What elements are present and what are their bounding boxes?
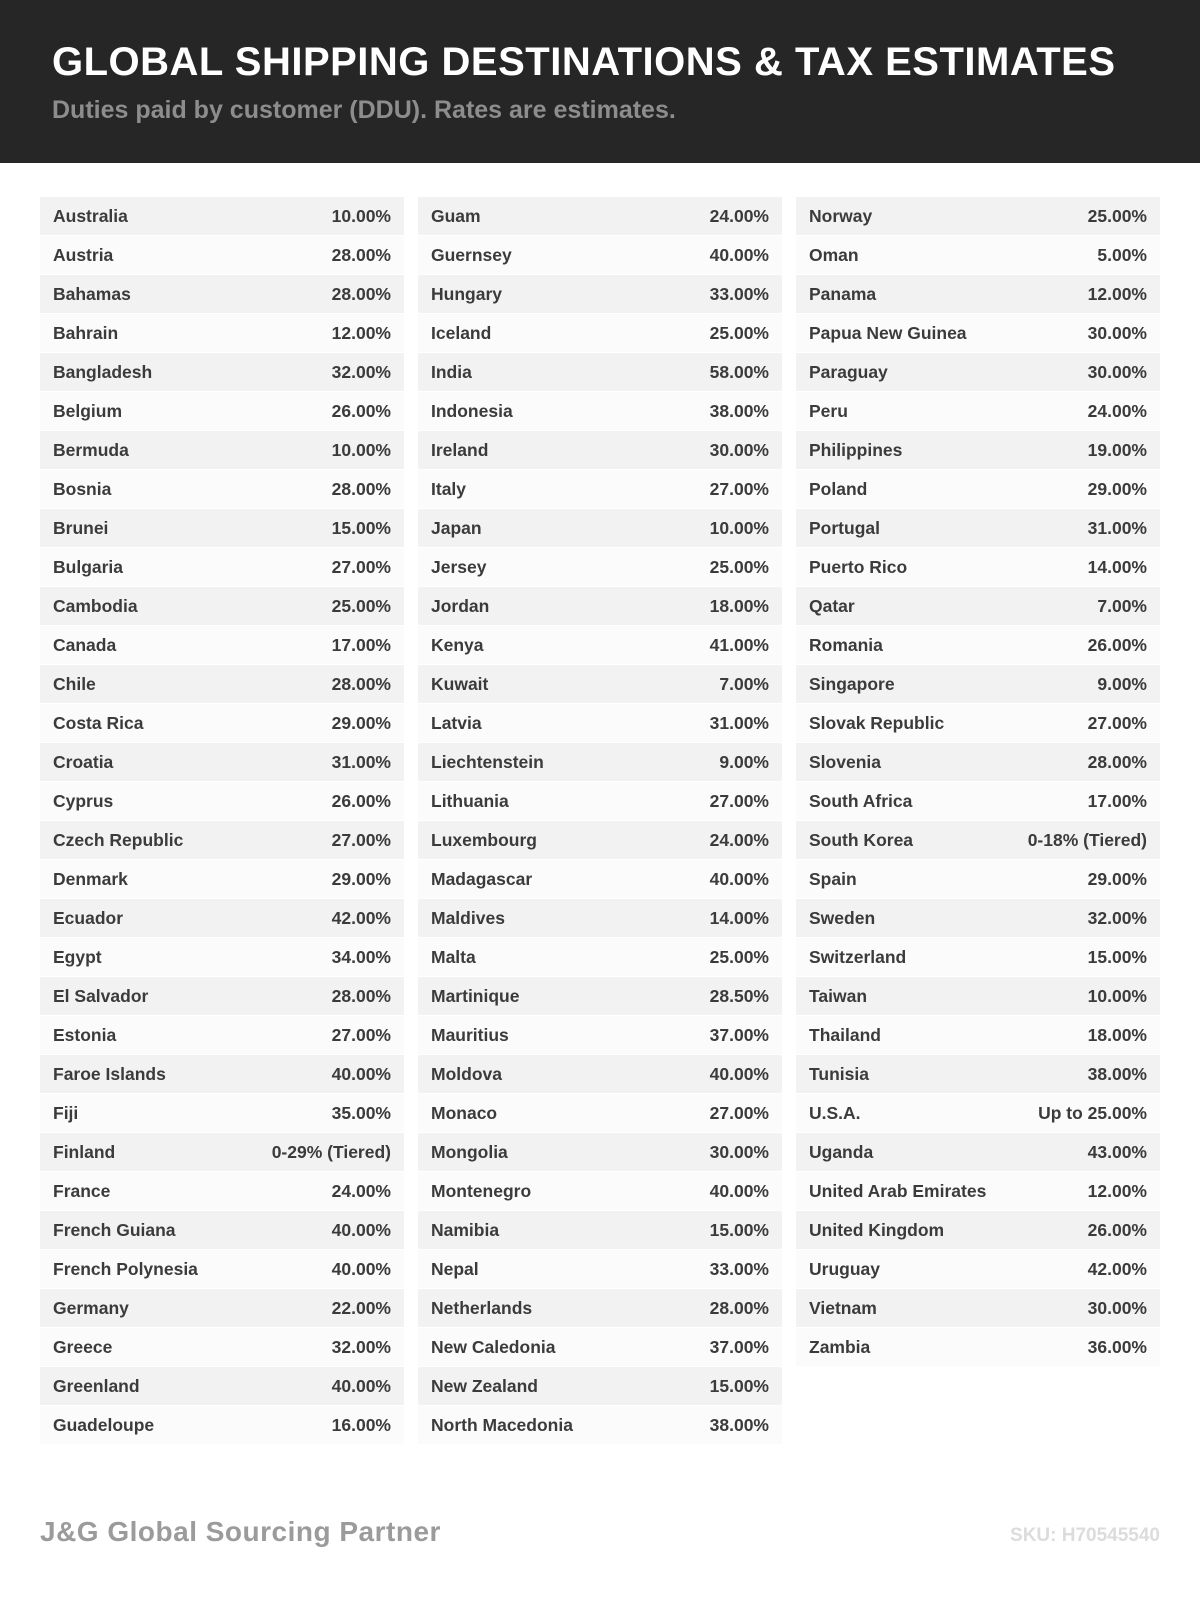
tax-rate: 18.00% xyxy=(709,595,769,616)
tax-rate: 26.00% xyxy=(331,790,391,811)
table-row xyxy=(796,1055,1160,1094)
table-row xyxy=(796,743,1160,782)
tax-rate: 10.00% xyxy=(331,439,391,460)
table-row xyxy=(796,314,1160,353)
table-row xyxy=(418,899,782,938)
country-name: South Africa xyxy=(809,790,913,811)
tax-rate: 29.00% xyxy=(331,712,391,733)
table-row xyxy=(796,821,1160,860)
country-name: Bangladesh xyxy=(53,361,153,382)
country-name: Liechtenstein xyxy=(431,751,544,772)
table-row xyxy=(796,1211,1160,1250)
tax-rate: 18.00% xyxy=(1087,1024,1147,1045)
tax-rate: 42.00% xyxy=(331,907,391,928)
table-row xyxy=(796,938,1160,977)
country-name: Nepal xyxy=(431,1258,479,1279)
table-row xyxy=(418,938,782,977)
table-row xyxy=(40,977,404,1016)
page-subtitle: Duties paid by customer (DDU). Rates are estimates. xyxy=(52,96,676,124)
table-row xyxy=(418,860,782,899)
country-name: Netherlands xyxy=(431,1297,533,1318)
country-name: Montenegro xyxy=(431,1180,532,1201)
country-name: Sweden xyxy=(809,907,876,928)
tax-rate: 40.00% xyxy=(331,1063,391,1084)
country-name: Qatar xyxy=(809,595,855,616)
table-row xyxy=(796,1094,1160,1133)
tax-rate: 10.00% xyxy=(331,205,391,226)
tax-rate: 30.00% xyxy=(1087,361,1147,382)
tax-rate: 27.00% xyxy=(709,790,769,811)
country-name: Philippines xyxy=(809,439,903,460)
country-name: India xyxy=(431,361,472,382)
country-name: Hungary xyxy=(431,283,502,304)
tax-rate: 28.00% xyxy=(331,673,391,694)
table-row xyxy=(418,1055,782,1094)
table-row xyxy=(40,626,404,665)
country-name: Romania xyxy=(809,634,883,655)
country-name: Zambia xyxy=(809,1336,871,1357)
tax-rate: 38.00% xyxy=(1087,1063,1147,1084)
table-row xyxy=(796,1289,1160,1328)
table-row xyxy=(40,236,404,275)
tax-rate: 31.00% xyxy=(1087,517,1147,538)
country-name: Vietnam xyxy=(809,1297,877,1318)
country-name: Tunisia xyxy=(809,1063,869,1084)
country-name: Uganda xyxy=(809,1141,874,1162)
country-name: Guernsey xyxy=(431,244,512,265)
country-name: Bulgaria xyxy=(53,556,124,577)
country-name: Denmark xyxy=(53,868,128,889)
country-name: South Korea xyxy=(809,829,914,850)
tax-rate: 12.00% xyxy=(331,322,391,343)
table-row xyxy=(418,1211,782,1250)
country-name: Spain xyxy=(809,868,857,889)
country-name: Paraguay xyxy=(809,361,888,382)
tax-rate: 37.00% xyxy=(709,1024,769,1045)
table-row xyxy=(796,899,1160,938)
table-row xyxy=(40,353,404,392)
table-row xyxy=(418,1094,782,1133)
tax-rate: 5.00% xyxy=(1097,244,1147,265)
table-row xyxy=(40,743,404,782)
country-name: Martinique xyxy=(431,985,520,1006)
table-row xyxy=(796,1250,1160,1289)
table-row xyxy=(418,314,782,353)
tax-rate: 25.00% xyxy=(709,556,769,577)
tax-rate: 24.00% xyxy=(709,205,769,226)
tax-rate: 37.00% xyxy=(709,1336,769,1357)
page-footer xyxy=(40,1516,1160,1548)
table-row xyxy=(796,470,1160,509)
rate-column xyxy=(418,197,782,1445)
table-row xyxy=(418,275,782,314)
country-name: Papua New Guinea xyxy=(809,322,967,343)
tax-rate: 43.00% xyxy=(1087,1141,1147,1162)
table-row xyxy=(418,665,782,704)
country-name: New Caledonia xyxy=(431,1336,556,1357)
country-name: Oman xyxy=(809,244,859,265)
table-row xyxy=(418,392,782,431)
table-row xyxy=(796,275,1160,314)
table-row xyxy=(796,1016,1160,1055)
country-name: Japan xyxy=(431,517,482,538)
table-row xyxy=(40,1211,404,1250)
country-name: Moldova xyxy=(431,1063,502,1084)
tax-rate: 24.00% xyxy=(709,829,769,850)
country-name: Greece xyxy=(53,1336,113,1357)
table-row xyxy=(40,782,404,821)
table-row xyxy=(40,1172,404,1211)
country-name: Namibia xyxy=(431,1219,500,1240)
table-row xyxy=(40,548,404,587)
table-row xyxy=(796,197,1160,236)
country-name: El Salvador xyxy=(53,985,149,1006)
table-row xyxy=(418,704,782,743)
table-row xyxy=(796,665,1160,704)
tax-rate: 41.00% xyxy=(709,634,769,655)
tax-rate: 27.00% xyxy=(331,556,391,577)
country-name: U.S.A. xyxy=(809,1102,861,1123)
table-row xyxy=(40,821,404,860)
table-row xyxy=(418,587,782,626)
country-name: French Polynesia xyxy=(53,1258,198,1279)
table-row xyxy=(40,938,404,977)
table-row xyxy=(796,1133,1160,1172)
country-name: Finland xyxy=(53,1141,116,1162)
tax-rate: Up to 25.00% xyxy=(1038,1102,1147,1123)
country-name: Croatia xyxy=(53,751,114,772)
country-name: Maldives xyxy=(431,907,505,928)
table-row xyxy=(40,197,404,236)
country-name: Guadeloupe xyxy=(53,1414,155,1435)
country-name: Jordan xyxy=(431,595,490,616)
country-name: Slovenia xyxy=(809,751,881,772)
country-name: Mauritius xyxy=(431,1024,509,1045)
country-name: Bahrain xyxy=(53,322,119,343)
tax-rate: 30.00% xyxy=(709,1141,769,1162)
country-name: Australia xyxy=(53,205,128,226)
tax-rate: 15.00% xyxy=(1087,946,1147,967)
tax-rate: 40.00% xyxy=(709,868,769,889)
table-row xyxy=(418,1133,782,1172)
country-name: Madagascar xyxy=(431,868,533,889)
tax-rate: 38.00% xyxy=(709,400,769,421)
rate-column xyxy=(796,197,1160,1367)
tax-rate: 10.00% xyxy=(709,517,769,538)
tax-rate: 15.00% xyxy=(709,1219,769,1240)
country-name: Bosnia xyxy=(53,478,112,499)
table-row xyxy=(796,1328,1160,1367)
tax-rate: 58.00% xyxy=(709,361,769,382)
country-name: Singapore xyxy=(809,673,895,694)
table-row xyxy=(40,470,404,509)
country-name: Taiwan xyxy=(809,985,868,1006)
tax-rate: 14.00% xyxy=(1087,556,1147,577)
country-name: United Kingdom xyxy=(809,1219,945,1240)
tax-rate: 40.00% xyxy=(331,1375,391,1396)
country-name: Austria xyxy=(53,244,114,265)
tax-rate: 31.00% xyxy=(331,751,391,772)
country-name: Belgium xyxy=(53,400,123,421)
country-name: Egypt xyxy=(53,946,102,967)
table-row xyxy=(418,1250,782,1289)
tax-rate: 29.00% xyxy=(1087,868,1147,889)
table-row xyxy=(40,509,404,548)
country-name: Poland xyxy=(809,478,868,499)
tax-rate: 34.00% xyxy=(331,946,391,967)
table-row xyxy=(418,509,782,548)
country-name: Chile xyxy=(53,673,96,694)
table-row xyxy=(40,1406,404,1445)
tax-rate: 33.00% xyxy=(709,1258,769,1279)
country-name: Fiji xyxy=(53,1102,79,1123)
table-row xyxy=(796,236,1160,275)
table-row xyxy=(418,470,782,509)
table-row xyxy=(418,431,782,470)
table-row xyxy=(796,1172,1160,1211)
country-name: Portugal xyxy=(809,517,880,538)
tax-rate: 28.00% xyxy=(1087,751,1147,772)
tax-rate: 25.00% xyxy=(1087,205,1147,226)
tax-rate: 38.00% xyxy=(709,1414,769,1435)
country-name: Puerto Rico xyxy=(809,556,908,577)
tax-rate: 27.00% xyxy=(331,829,391,850)
tax-rate: 22.00% xyxy=(331,1297,391,1318)
tax-rate: 12.00% xyxy=(1087,283,1147,304)
country-name: United Arab Emirates xyxy=(809,1180,987,1201)
country-name: Latvia xyxy=(431,712,482,733)
country-name: Bermuda xyxy=(53,439,129,460)
tax-rate: 29.00% xyxy=(331,868,391,889)
tax-rate: 30.00% xyxy=(1087,1297,1147,1318)
tax-rate: 24.00% xyxy=(1087,400,1147,421)
table-row xyxy=(40,1055,404,1094)
country-name: Bahamas xyxy=(53,283,131,304)
country-name: Luxembourg xyxy=(431,829,537,850)
tax-rate: 28.00% xyxy=(331,244,391,265)
table-row xyxy=(40,431,404,470)
table-row xyxy=(40,899,404,938)
table-row xyxy=(418,197,782,236)
table-row xyxy=(40,392,404,431)
tax-rate: 27.00% xyxy=(1087,712,1147,733)
tax-rate: 25.00% xyxy=(709,322,769,343)
table-row xyxy=(40,1016,404,1055)
country-name: Jersey xyxy=(431,556,487,577)
country-name: New Zealand xyxy=(431,1375,538,1396)
country-name: Uruguay xyxy=(809,1258,880,1279)
table-row xyxy=(796,587,1160,626)
tax-rate: 26.00% xyxy=(1087,1219,1147,1240)
tax-rate: 0-29% (Tiered) xyxy=(271,1141,391,1162)
table-row xyxy=(796,431,1160,470)
table-row xyxy=(40,665,404,704)
tax-rate: 33.00% xyxy=(709,283,769,304)
page-header xyxy=(0,0,1200,163)
country-name: Lithuania xyxy=(431,790,509,811)
country-name: Peru xyxy=(809,400,848,421)
country-name: Kenya xyxy=(431,634,484,655)
tax-rate: 9.00% xyxy=(719,751,769,772)
tax-rate: 40.00% xyxy=(331,1219,391,1240)
table-row xyxy=(418,1289,782,1328)
tax-rate: 15.00% xyxy=(709,1375,769,1396)
tax-rate: 36.00% xyxy=(1087,1336,1147,1357)
table-row xyxy=(40,1328,404,1367)
country-name: Panama xyxy=(809,283,877,304)
tax-rate: 28.00% xyxy=(331,478,391,499)
country-name: Indonesia xyxy=(431,400,513,421)
tax-rate: 31.00% xyxy=(709,712,769,733)
country-name: French Guiana xyxy=(53,1219,176,1240)
table-row xyxy=(418,1406,782,1445)
country-name: Costa Rica xyxy=(53,712,144,733)
tax-rate: 27.00% xyxy=(709,1102,769,1123)
tax-rate: 42.00% xyxy=(1087,1258,1147,1279)
table-row xyxy=(40,314,404,353)
table-row xyxy=(40,275,404,314)
tax-rate: 12.00% xyxy=(1087,1180,1147,1201)
tax-rate: 16.00% xyxy=(331,1414,391,1435)
tax-rate: 15.00% xyxy=(331,517,391,538)
tax-rate: 26.00% xyxy=(331,400,391,421)
country-name: Switzerland xyxy=(809,946,907,967)
country-name: North Macedonia xyxy=(431,1414,573,1435)
tax-rate: 19.00% xyxy=(1087,439,1147,460)
country-name: Mongolia xyxy=(431,1141,508,1162)
table-row xyxy=(418,1016,782,1055)
tax-rate: 30.00% xyxy=(709,439,769,460)
country-name: Ecuador xyxy=(53,907,124,928)
tax-rate: 9.00% xyxy=(1097,673,1147,694)
tax-rate: 30.00% xyxy=(1087,322,1147,343)
tax-rate: 28.50% xyxy=(709,985,769,1006)
table-row xyxy=(796,392,1160,431)
table-row xyxy=(796,353,1160,392)
tax-rate: 10.00% xyxy=(1087,985,1147,1006)
tax-rate: 17.00% xyxy=(1087,790,1147,811)
tax-rate: 40.00% xyxy=(709,1180,769,1201)
tax-rate: 17.00% xyxy=(331,634,391,655)
tax-rate: 25.00% xyxy=(709,946,769,967)
table-row xyxy=(40,1367,404,1406)
country-name: Greenland xyxy=(53,1375,140,1396)
country-name: Slovak Republic xyxy=(809,712,945,733)
table-row xyxy=(418,626,782,665)
tax-rate: 28.00% xyxy=(331,283,391,304)
country-name: Faroe Islands xyxy=(53,1063,166,1084)
table-row xyxy=(418,1367,782,1406)
country-name: Germany xyxy=(53,1297,129,1318)
tax-rate: 27.00% xyxy=(331,1024,391,1045)
table-row xyxy=(40,704,404,743)
table-row xyxy=(40,1133,404,1172)
sku-label: SKU: H70545540 xyxy=(1010,1525,1160,1546)
tax-rate: 35.00% xyxy=(331,1102,391,1123)
table-row xyxy=(796,704,1160,743)
country-name: Monaco xyxy=(431,1102,498,1123)
tax-rate: 32.00% xyxy=(1087,907,1147,928)
country-name: Norway xyxy=(809,205,873,226)
tax-rate: 7.00% xyxy=(719,673,769,694)
country-name: Thailand xyxy=(809,1024,881,1045)
tax-rate: 27.00% xyxy=(709,478,769,499)
tax-rate: 7.00% xyxy=(1097,595,1147,616)
tax-rate: 28.00% xyxy=(709,1297,769,1318)
country-name: Ireland xyxy=(431,439,489,460)
country-name: Cyprus xyxy=(53,790,114,811)
table-row xyxy=(40,1250,404,1289)
tax-rate: 14.00% xyxy=(709,907,769,928)
country-name: France xyxy=(53,1180,111,1201)
country-name: Kuwait xyxy=(431,673,489,694)
tax-rate: 40.00% xyxy=(331,1258,391,1279)
table-row xyxy=(418,1328,782,1367)
tax-rate: 29.00% xyxy=(1087,478,1147,499)
tax-rate: 32.00% xyxy=(331,361,391,382)
country-name: Brunei xyxy=(53,517,109,538)
page-title: GLOBAL SHIPPING DESTINATIONS & TAX ESTIMATES xyxy=(52,40,1116,84)
rates-table xyxy=(40,197,1160,1445)
tax-rate: 26.00% xyxy=(1087,634,1147,655)
country-name: Guam xyxy=(431,205,481,226)
rate-column xyxy=(40,197,404,1445)
country-name: Italy xyxy=(431,478,467,499)
country-name: Iceland xyxy=(431,322,492,343)
table-row xyxy=(796,626,1160,665)
tax-rate: 0-18% (Tiered) xyxy=(1027,829,1147,850)
table-row xyxy=(40,1094,404,1133)
tax-rate: 24.00% xyxy=(331,1180,391,1201)
table-row xyxy=(796,509,1160,548)
table-row xyxy=(40,587,404,626)
table-row xyxy=(796,782,1160,821)
tax-rate: 28.00% xyxy=(331,985,391,1006)
table-row xyxy=(418,353,782,392)
country-name: Czech Republic xyxy=(53,829,184,850)
table-row xyxy=(418,743,782,782)
table-row xyxy=(418,821,782,860)
country-name: Canada xyxy=(53,634,117,655)
tax-rate: 40.00% xyxy=(709,244,769,265)
table-row xyxy=(418,548,782,587)
table-row xyxy=(418,236,782,275)
table-row xyxy=(418,782,782,821)
table-row xyxy=(796,548,1160,587)
table-row xyxy=(418,977,782,1016)
table-row xyxy=(796,977,1160,1016)
country-name: Cambodia xyxy=(53,595,138,616)
table-row xyxy=(40,860,404,899)
brand-name: J&G Global Sourcing Partner xyxy=(40,1516,441,1547)
table-row xyxy=(796,860,1160,899)
tax-rate: 25.00% xyxy=(331,595,391,616)
table-row xyxy=(40,1289,404,1328)
country-name: Malta xyxy=(431,946,476,967)
country-name: Estonia xyxy=(53,1024,117,1045)
tax-rate: 32.00% xyxy=(331,1336,391,1357)
table-row xyxy=(418,1172,782,1211)
tax-rate: 40.00% xyxy=(709,1063,769,1084)
